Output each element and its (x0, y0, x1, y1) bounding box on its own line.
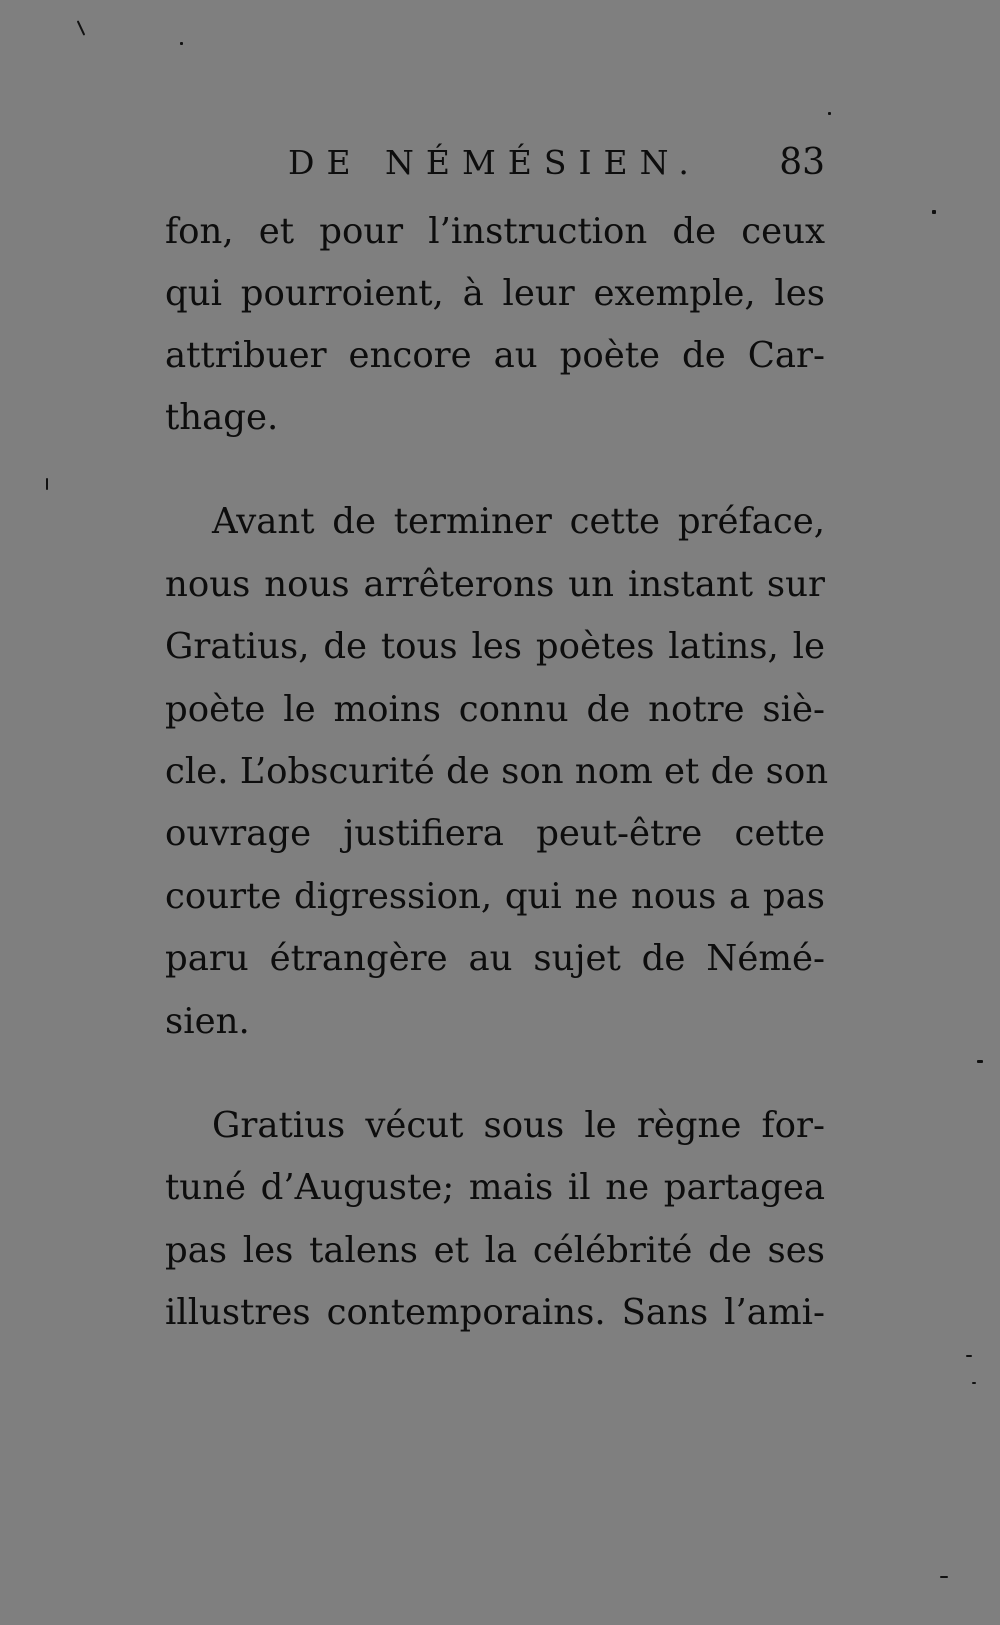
text-line: Gratius vécut sous le règne for- (212, 1105, 825, 1146)
scan-speck (46, 478, 48, 490)
text-line: fon, et pour l’instruction de ceux (165, 211, 825, 252)
text-line: cle. L’obscurité de son nom et de son (165, 751, 829, 792)
text-line: Avant de terminer cette préface, (212, 501, 825, 542)
text-line: sien. (165, 1001, 250, 1042)
text-line: tuné d’Auguste; mais il ne partagea (165, 1167, 825, 1208)
text-line: attribuer encore au poète de Car- (165, 335, 825, 376)
text-line: Gratius, de tous les poètes latins, le (165, 626, 825, 667)
running-title: DE NÉMÉSIEN. (288, 143, 701, 182)
text-line: thage. (165, 397, 279, 438)
text-line: ouvrage justifiera peut-être cette (165, 813, 825, 854)
text-line: qui pourroient, à leur exemple, les (165, 273, 825, 314)
scan-speck (932, 210, 936, 214)
scan-speck (828, 112, 831, 115)
page-header (168, 138, 825, 188)
scan-speck (977, 1060, 983, 1063)
scan-speck (940, 1576, 948, 1578)
text-line: illustres contemporains. Sans l’ami- (165, 1292, 825, 1333)
scan-speck (180, 42, 183, 45)
text-line: pas les talens et la célébrité de ses (165, 1230, 825, 1271)
scan-speck (972, 1382, 976, 1384)
scan-speck (77, 20, 86, 35)
text-line: paru étrangère au sujet de Némé- (165, 938, 825, 979)
page-number: 83 (779, 142, 825, 183)
text-line: courte digression, qui ne nous a pas (165, 876, 825, 917)
text-line: nous nous arrêterons un instant sur (165, 564, 825, 605)
scan-speck (966, 1355, 972, 1357)
text-line: poète le moins connu de notre siè- (165, 689, 825, 730)
